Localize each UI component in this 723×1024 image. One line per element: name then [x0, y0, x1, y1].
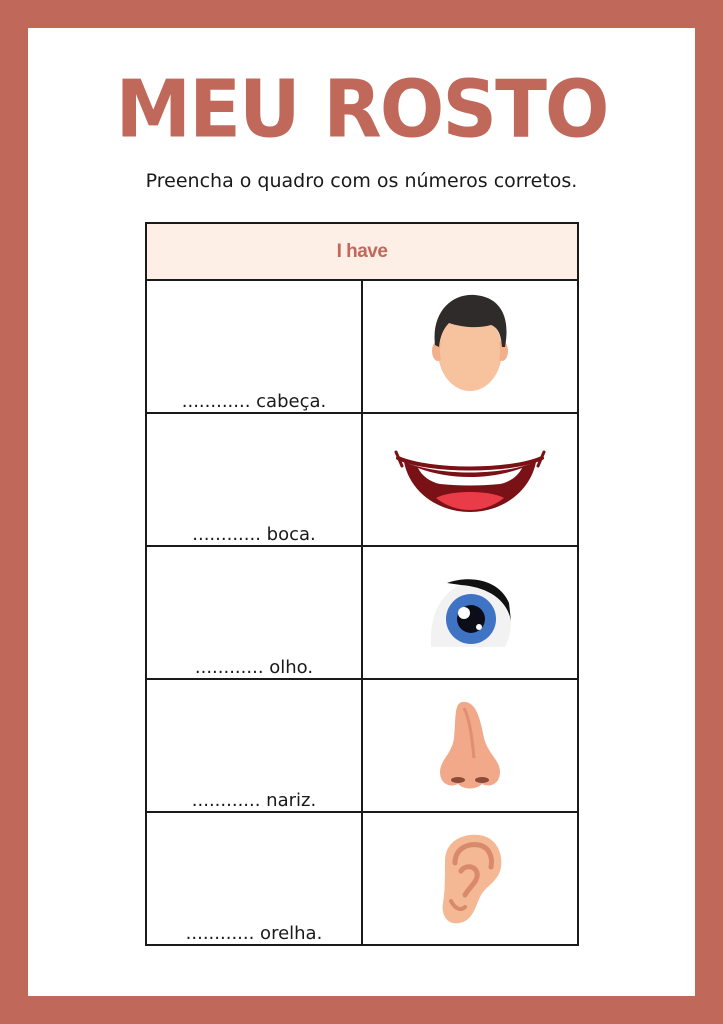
picture-cell — [362, 679, 578, 812]
picture-cell — [362, 812, 578, 945]
nose-icon — [430, 698, 510, 793]
table-header-row — [146, 223, 578, 280]
table-row — [146, 679, 578, 812]
picture-cell — [362, 546, 578, 679]
fill-in-text-nose[interactable]: ............ nariz. — [146, 679, 362, 812]
table-row — [146, 413, 578, 546]
table-row — [146, 812, 578, 945]
ear-icon — [435, 831, 505, 926]
head-icon — [425, 289, 515, 404]
picture-cell — [362, 413, 578, 546]
fill-in-text-eye[interactable]: ............ olho. — [146, 546, 362, 679]
table-row — [146, 546, 578, 679]
instructions: Preencha o quadro com os números corretos. — [145, 170, 578, 192]
fill-in-text-ear[interactable]: ............ orelha. — [146, 812, 362, 945]
worksheet-table — [145, 222, 579, 946]
page-title: MEU ROSTO — [115, 61, 608, 156]
eye-icon — [425, 573, 515, 653]
fill-in-text-mouth[interactable]: ............ boca. — [146, 413, 362, 546]
table-row — [146, 280, 578, 413]
table-header: I have — [146, 223, 578, 280]
fill-in-text-head[interactable]: ............ cabeça. — [146, 280, 362, 413]
mouth-icon — [390, 440, 550, 520]
picture-cell — [362, 280, 578, 413]
